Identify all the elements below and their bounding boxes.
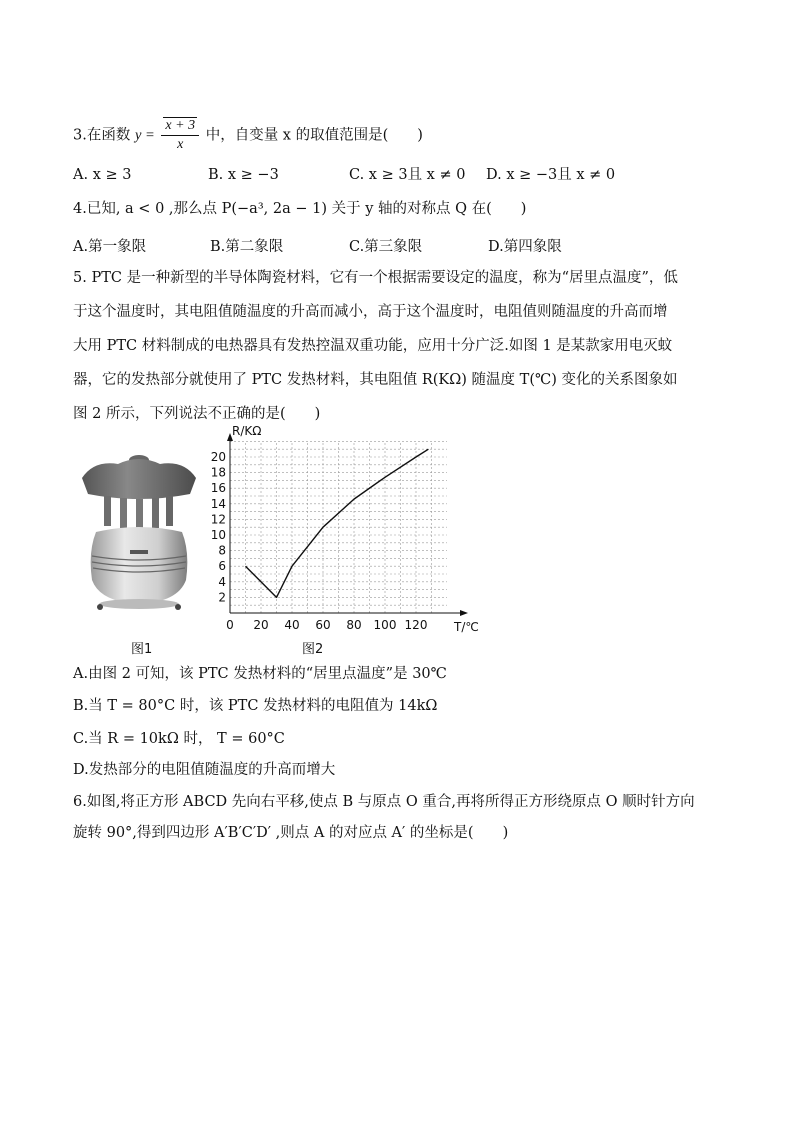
q6-line-2: 旋转 90°,得到四边形 A′B′C′D′ ,则点 A 的对应点 A′ 的坐标是( ) (73, 825, 509, 841)
q3-prefix: 3.在函数 (73, 127, 131, 144)
y-tick-label: 16 (210, 481, 226, 496)
q4-option-a: A.第一象限 (73, 239, 147, 255)
fig1-caption: 图1 (131, 642, 153, 657)
y-axis-label: R/KΩ (232, 424, 262, 438)
y-tick-label: 12 (210, 512, 226, 527)
x-axis-arrow (460, 610, 468, 616)
q5-line-1: 5. PTC 是一种新型的半导体陶瓷材料，它有一个根据需要设定的温度，称为“居里点温度”，低 (73, 270, 678, 286)
q3-denominator: x (177, 137, 184, 152)
y-tick-label: 18 (210, 465, 226, 480)
q3-numerator: x + 3 (165, 118, 196, 133)
q5-option-a: A.由图 2 可知，该 PTC 发热材料的“居里点温度”是 30℃ (73, 666, 447, 682)
y-tick-label: 4 (218, 574, 226, 589)
x-tick-label: 20 (253, 618, 269, 632)
x-tick-label: 0 (226, 618, 234, 632)
mosquito-killer-image (78, 452, 200, 614)
x-tick-label: 100 (373, 618, 397, 632)
q6-line-1: 6.如图,将正方形 ABCD 先向右平移,使点 B 与原点 O 重合,再将所得正方形绕原点 O 顺时针方向 (73, 794, 695, 810)
y-tick-label: 8 (218, 543, 226, 558)
y-tick-label: 14 (210, 496, 226, 511)
fig2-caption: 图2 (302, 642, 324, 657)
q5-line-5: 图 2 所示，下列说法不正确的是( ) (73, 406, 321, 422)
q5-option-b: B.当 T = 80°C 时，该 PTC 发热材料的电阻值为 14kΩ (73, 698, 438, 714)
q4-option-c: C.第三象限 (349, 239, 423, 255)
resistance-temperature-chart (200, 422, 490, 640)
x-tick-label: 40 (284, 618, 300, 632)
q3-func-lhs: y = (134, 127, 155, 144)
resistance-curve (246, 449, 429, 597)
q4-option-b: B.第二象限 (210, 239, 284, 255)
x-axis-label: T/℃ (454, 620, 479, 634)
y-tick-label: 2 (218, 590, 226, 605)
x-tick-label: 80 (346, 618, 362, 632)
q5-option-c: C.当 R = 10kΩ 时， T = 60°C (73, 731, 285, 747)
q4-option-d: D.第四象限 (488, 239, 562, 255)
q3-option-c: C. x ≥ 3且 x ≠ 0 (349, 167, 466, 183)
q4-stem: 4.已知, a < 0 ,那么点 P(−a³, 2a − 1) 关于 y 轴的对称点 Q 在( ) (73, 201, 527, 217)
y-tick-label: 20 (210, 450, 226, 464)
y-tick-label: 10 (210, 528, 226, 542)
q5-line-4: 器，它的发热部分就使用了 PTC 发热材料，其电阻值 R(KΩ) 随温度 T(℃) 变化的关系图象如 (73, 372, 678, 388)
q3-stem (73, 117, 423, 154)
q3-option-d: D. x ≥ −3且 x ≠ 0 (486, 167, 616, 183)
q3-suffix: 中，自变量 x 的取值范围是( ) (205, 127, 423, 144)
q3-option-a: A. x ≥ 3 (73, 167, 132, 183)
x-tick-label: 120 (404, 618, 428, 632)
x-tick-label: 60 (315, 618, 331, 632)
y-tick-label: 6 (218, 559, 226, 574)
q3-option-b: B. x ≥ −3 (208, 167, 279, 183)
q5-option-d: D.发热部分的电阻值随温度的升高而增大 (73, 762, 336, 778)
q5-line-3: 大用 PTC 材料制成的电热器具有发热控温双重功能，应用十分广泛.如图 1 是某款家用电灭蚊 (73, 338, 673, 354)
q5-line-2: 于这个温度时，其电阻值随温度的升高而减小，高于这个温度时，电阻值则随温度的升高而增 (73, 304, 668, 320)
q3-fraction (161, 117, 199, 154)
